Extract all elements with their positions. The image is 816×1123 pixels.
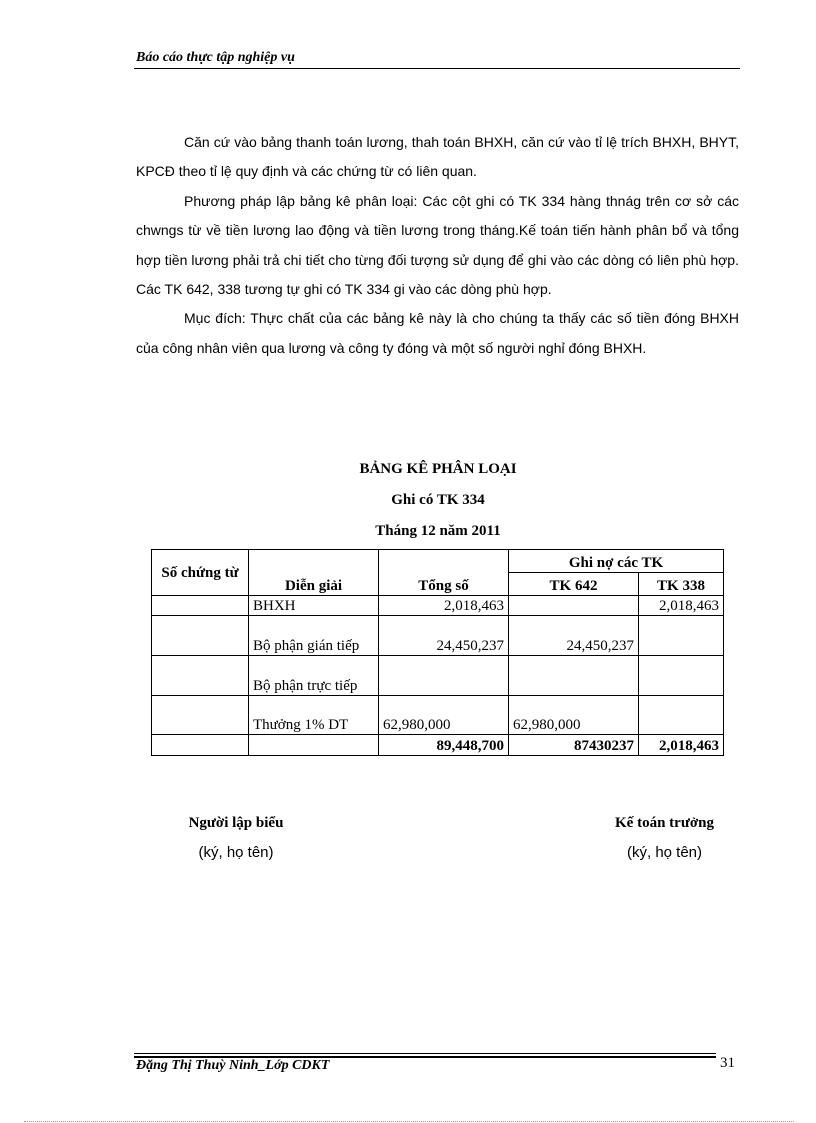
table-row [152,656,724,696]
cell-description: Bộ phận trực tiếp [249,656,379,696]
cell-total: 62,980,000 [379,696,509,735]
cell-description: Thưởng 1% DT [249,696,379,735]
cell-voucher [152,656,249,696]
footer-rule [134,1053,716,1054]
signature-chief-accountant [602,815,727,861]
cell-voucher [152,696,249,735]
cell-voucher [152,616,249,656]
cell-tk338: 2,018,463 [639,596,724,616]
signature-note: (ký, họ tên) [198,844,274,861]
body-text [136,128,739,363]
signature-role: Người lập biểu [188,815,284,831]
table-subtitle: Ghi có TK 334 [391,492,485,508]
paragraph: Phương pháp lập bảng kê phân loại: Các cột ghi có TK 334 hàng thnág trên cơ sở các chwngs từ về tiền lương lao động và tiền lương trong tháng.Kế toán tiến hành phân bổ và tổng hợp tiền lương phải trả chi tiết cho từng đối tượng sử dụng để ghi vào các dòng có liên phù hợp. Các TK 642, 338 tương tự ghi có TK 334 gi vào các dòng phù hợp. [136,192,739,298]
paragraph: Căn cứ vào bảng thanh toán lương, thah toán BHXH, căn cứ vào tỉ lệ trích BHXH, BHYT, KPCĐ theo tỉ lệ quy định và các chứng từ có liên quan. [136,134,739,180]
footer-author: Đặng Thị Thuỳ Ninh_Lớp CDKT [136,1058,330,1073]
page-number: 31 [720,1055,735,1071]
header-total: Tổng số [379,550,509,596]
cell-tk338 [639,696,724,735]
paragraph: Mục đích: Thực chất của các bảng kê này là cho chúng ta thấy các số tiền đóng BHXH của công nhân viên qua lương và công ty đóng và một số người nghỉ đóng BHXH. [136,310,739,356]
signature-preparer [176,815,296,861]
header-description: Diễn giải [249,550,379,596]
header-tk642: TK 642 [509,573,639,596]
page-header-title: Báo cáo thực tập nghiệp vụ [136,50,295,65]
cell-voucher [152,596,249,616]
cell-total: 24,450,237 [379,616,509,656]
cell-total: 2,018,463 [379,596,509,616]
header-debit-group: Ghi nợ các TK [509,550,724,573]
cell-total: 89,448,700 [379,735,509,756]
header-voucher: Số chứng từ [152,550,249,596]
classification-table [151,549,724,756]
cell-tk642: 24,450,237 [509,616,639,656]
table-title: BẢNG KÊ PHÂN LOẠI [359,461,517,477]
signature-role: Kế toán trưởng [615,815,714,831]
signature-note: (ký, họ tên) [626,844,703,861]
table-row [152,616,724,656]
cell-description: BHXH [249,596,379,616]
cell-tk338 [639,616,724,656]
header-rule [134,68,740,69]
page-bottom-border [24,1121,794,1122]
cell-tk642: 87430237 [509,735,639,756]
cell-tk642 [509,596,639,616]
cell-tk338 [639,656,724,696]
cell-voucher [152,735,249,756]
table-total-row [152,735,724,756]
cell-tk642 [509,656,639,696]
cell-tk338: 2,018,463 [639,735,724,756]
table-row [152,696,724,735]
header-tk338: TK 338 [639,573,724,596]
cell-description: Bộ phận gián tiếp [249,616,379,656]
cell-tk642: 62,980,000 [509,696,639,735]
table-row [152,596,724,616]
cell-description [249,735,379,756]
cell-total [379,656,509,696]
table-period: Tháng 12 năm 2011 [375,523,501,539]
